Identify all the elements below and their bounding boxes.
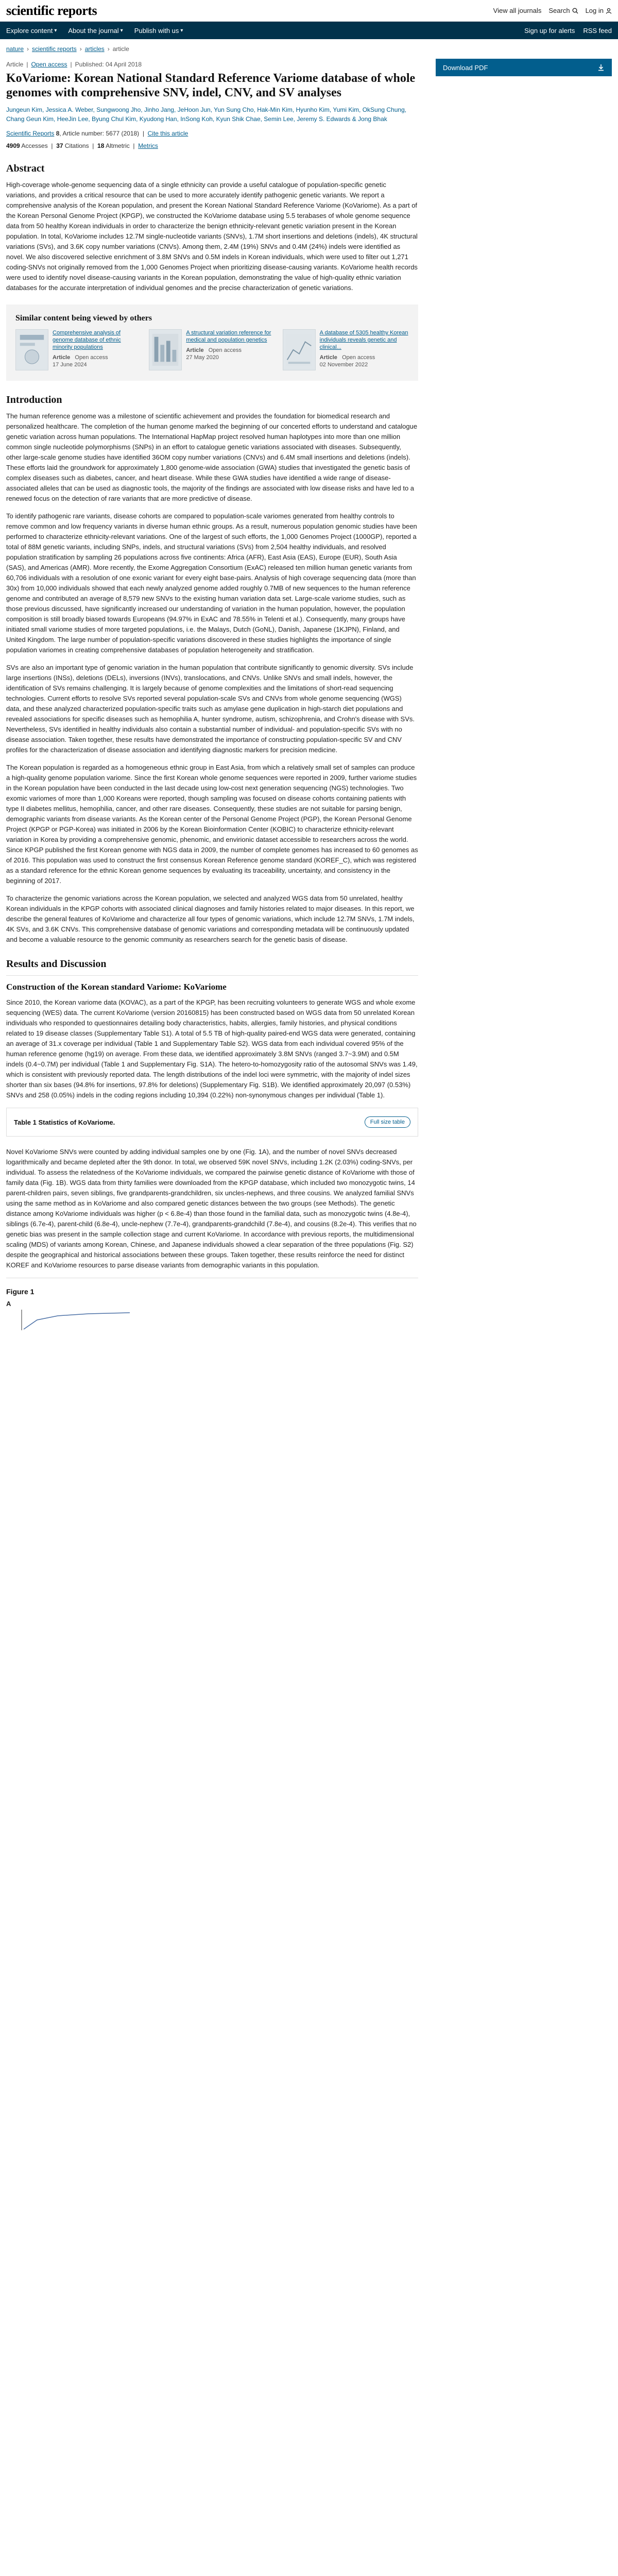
- table-1-title[interactable]: Table 1 Statistics of KoVariome.: [14, 1118, 115, 1126]
- top-bar-actions: [493, 7, 612, 14]
- card-date: 17 June 2024: [53, 362, 87, 368]
- card-title[interactable]: Comprehensive analysis of genome database of ethnic minority populations: [53, 330, 121, 350]
- card-meta: [53, 354, 142, 368]
- view-all-journals-label: View all journals: [493, 7, 542, 14]
- accesses-label: Accesses: [21, 142, 48, 149]
- card-meta: [186, 347, 275, 361]
- search-link[interactable]: [548, 7, 578, 14]
- published-date: Published: 04 April 2018: [75, 61, 142, 68]
- card-date: 02 November 2022: [319, 362, 368, 368]
- journal-citation: Scientific Reports 8, Article number: 5677 (2018) | Cite this article: [6, 130, 188, 137]
- breadcrumb-separator-icon: ›: [79, 45, 82, 53]
- similar-card[interactable]: [149, 329, 275, 370]
- similar-card[interactable]: [15, 329, 142, 370]
- figure-1-preview[interactable]: [6, 1310, 161, 1330]
- card-thumbnail: [283, 329, 316, 370]
- card-body: [186, 329, 275, 370]
- nav-publish-label: Publish with us: [134, 26, 179, 35]
- card-body: [53, 329, 142, 370]
- intro-paragraph: SVs are also an important type of genomic variation in the human population that contribute significantly to genomic diversity. SVs include large insertions (INSs), deletions (DELs), inversions (INVs), translocations, and CNVs. Unlike SNVs and small indels, however, the identification of SVs remains challenging. It is largely because of genome complexities and the limitations of short-read sequencing technologies. Current efforts to resolve SVs reported several population-scale SVs and CNVs from whole genome sequencing (WGS) data, and these analyzed characterized population-specific traits such as amylase gene duplication in high-starch diet populations and revealed associations for specific diseases such as hemophilia A, hunter syndrome, autism, schizophrenia, and Crohn's disease with SVs. Nevertheless, SVs identified in healthy individuals also contain a substantial number of individual- and population-specific SVs with no disease association. Taken together, these results have demonstrated the importance of constructing population-specific SV and CNV profiles for the characterization of disease association and identifying diagnostic markers for precision medicine.: [6, 664, 415, 754]
- results-heading: Results and Discussion: [6, 958, 107, 970]
- similar-content-heading: Similar content being viewed by others: [15, 314, 152, 323]
- open-access-badge[interactable]: Open access: [31, 61, 67, 68]
- card-type: Article: [53, 354, 71, 361]
- similar-content-panel: [6, 304, 418, 381]
- similar-cards: [15, 329, 409, 370]
- table-1-box: [6, 1108, 418, 1137]
- breadcrumb-scientific-reports[interactable]: scientific reports: [32, 45, 77, 53]
- nav-explore-content[interactable]: [6, 27, 57, 35]
- nav-about-journal[interactable]: [68, 27, 123, 35]
- card-title[interactable]: A database of 5305 healthy Korean individuals reveals genetic and clinical...: [319, 330, 408, 350]
- search-label: Search: [548, 7, 570, 14]
- nav-about-label: About the journal: [68, 26, 119, 35]
- article-main: [6, 59, 418, 1330]
- citations-count: 37: [56, 142, 63, 149]
- breadcrumb-current: article: [112, 45, 129, 53]
- journal-link[interactable]: Scientific Reports: [6, 130, 55, 137]
- download-icon: [597, 64, 605, 71]
- altmetric-label: Altmetric: [106, 142, 130, 149]
- card-open-access: Open access: [342, 354, 375, 361]
- card-type: Article: [186, 347, 204, 353]
- abstract-heading: Abstract: [6, 163, 45, 174]
- intro-paragraph: The Korean population is regarded as a homogeneous ethnic group in East Asia, from which a relatively small set of samples can produce a high-quality genome population variome. Since the first Korean whole genome sequences were reported in 2009, further variome studies in the Korean population have been conducted in the last decade using low-cost next generation sequencing (NGS) technologies. Two exomic variomes of more than 1,000 Koreans were reported, though sampling was focused on disease cohorts containing patients with type II diabetes mellitus, hemophilia, cancer, and other rare diseases. Consequently, these studies are not suitable for parsing benign, demographic variants from disease variants. As the Korean center of the Personal Genome Project (PGP), the Korean Personal Genome Project (KPGP or PGP-Korea) was initiated in 2006 by the Korean Bioinformation Center (KOBIC) to characterize ethnicity-relevant variation in Korea by providing a comprehensive genomic, phenomic, and envirionic dataset accessible to researchers across the world. Since KPGP published the first Korean genome with NGS data in 2009, the number of complete genomes has increased to 60 genomes as of 2016. This population was used to construct the first consensus Korean Reference genome standard (KOREF_C), which was registered as a standard reference for the ethnic Korean genome sequences by evaluating its traceability, uncertainty, and consistency in the beginning of 2017.: [6, 764, 418, 885]
- search-icon: [572, 8, 578, 14]
- figure-1: [6, 1287, 418, 1330]
- intro-paragraph: To characterize the genomic variations across the Korean population, we selected and analyzed WGS data from 50 unrelated, healthy Korean individuals in the KPGP cohorts with associated clinical diagnoses and family histories related to major diseases. In this report, we describe the general features of KoVariome and characterize all four types of genomic variations, which include 12.7M SNVs, 1.7M indels, 4K SVs, and 3.6K CNVs. This comprehensive database of genomic variations and corresponding metadata will be continuously updated and become a valuable resource to the genomic community as researchers search for the genetic basis of disease.: [6, 894, 415, 943]
- full-size-table-button[interactable]: Full size table: [365, 1116, 410, 1128]
- figure-1-panel-label: A: [6, 1300, 11, 1308]
- article-number: , Article number: 5677 (2018): [59, 130, 140, 137]
- download-pdf-label: Download PDF: [443, 63, 488, 72]
- sidebar: [436, 59, 612, 1330]
- breadcrumb-articles[interactable]: articles: [84, 45, 105, 53]
- breadcrumb-separator-icon: ›: [107, 45, 110, 53]
- citations-label: Citations: [64, 142, 89, 149]
- article-meta: Article | Open access | Published: 04 April 2018: [6, 61, 142, 68]
- card-thumbnail: [149, 329, 182, 370]
- breadcrumb-separator-icon: ›: [27, 45, 29, 53]
- card-thumbnail: [15, 329, 48, 370]
- intro-paragraph: To identify pathogenic rare variants, disease cohorts are compared to population-scale variomes generated from healthy controls to remove common and low frequency variants in diverse human ethnic groups. As a result, numerous population genomic studies have been performed to characterize ethnicity-relevant variations. One of the largest of such efforts, the 1,000 Genomes Project (1000GP), reported a total of 88M genetic variants, including SNPs, indels, and structural variations (SVs) from 2,504 healthy individuals, and resolved population stratification by sampling 26 populations across five continents: Africa (AFR), East Asia (EAS), Europe (EUR), South Asia (SAS), and Americas (AMR). More recently, the Exome Aggregation Consortium (ExAC) released ten million human genetic variants from 60,706 individuals with a resolution of one exonic variant for every eight base-pairs. Analysis of high coverage sequencing data (more than 30x) from 10,000 individuals showed that each newly analyzed genome added roughly 0.7MB of new sequences to the human reference genome and contributed an average of 8,579 new SNVs to the existing human variation data set. Large-scale variome studies, such as those previous discussed, have significantly increased our understanding of variation in the human population, however, the population composition is still broadly biased towards Europeans (94.97% in ExAC and 78.55% in Telenti et al.). Consequently, many groups have initiated small variome studies of more targeted populations, i.e. the Malays, Dutch (GoNL), Danish, Japanese (1KJPN), Finland, and United Kingdom. The large number of population-specific variations discovered in these studies highlights the importance of single population variomes in creating comprehensive databases of population heterogeneity and stratification.: [6, 512, 417, 654]
- card-date: 27 May 2020: [186, 354, 219, 361]
- volume: 8: [56, 130, 60, 137]
- card-type: Article: [319, 354, 337, 361]
- results-subheading: Construction of the Korean standard Variome: KoVariome: [6, 982, 227, 992]
- user-icon: [606, 8, 612, 14]
- results-paragraph: Since 2010, the Korean variome data (KOVAC), as a part of the KPGP, has been recruiting volunteers to generate WGS and whole exome sequencing (WES) data. The current KoVariome (version 20160815) has been constructed based on WGS data from 50 unrelated Korean individuals who responded to questionnaires detailing body characteristics, habits, allergies, family histories, and physical conditions related to 19 disease classes (Supplementary Table S1). A total of 5.5 TB of high-quality paired-end WGS data were generated, containing an average of 31.x coverage per individual (Table 1 and Supplementary Table S2). WGS data from each individual covered 95% of the human reference genome (hg19) on average. From these data, we identified approximately 3.8M SNVs (ranged 3.7~3.9M) and 0.5M indels (0.4~0.7M) per individual (Table 1 and Supplementary Fig. S1A). The hetero-to-homozygosity ratio of the autosomal SNVs was 1.49, which is consistent with previously reported data. The length distributions of the indel loci were symmetric, with the majority of indel sizes shorter than six bases (94.8% for insertions, 97.8% for deletions) (Supplementary Fig. S1B). We identified approximately 20,097 (0.53%) SNVs and 258 (0.05%) indels in the coding regions including 10,394 (0.22%) non-synonymous changes per individual (Table 1).: [6, 998, 418, 1099]
- abstract-text: High-coverage whole-genome sequencing data of a single ethnicity can provide a useful catalogue of population-specific genetic variations, and provides a critical resource that can be used to more accurately identify pathogenic genetic variants. We report a comprehensive analysis of the Korean population, and present the Korean National Standard Reference Variome (KoVariome). As a part of the Korean Personal Genome Project (KPGP), we constructed the KoVariome database using 5.5 terabases of whole genome sequence data from 50 healthy Korean individuals in order to characterize the benign ethnicity-relevant genetic variation present in the Korean population. In total, KoVariome includes 12.7M single-nucleotide variants (SNVs), 1.7M short insertions and deletions (indels), 4K structural variations (SVs), and 3.6K copy number variations (CNVs). Among them, 2.4M (19%) SNVs and 0.4M (24%) indels were identified as novel. We also discovered selective enrichment of 3.8M SNVs and 0.5M indels in Korean individuals, which were used to filter out 1,271 coding-SNVs not originally removed from the 1,000 Genomes Project when prioritizing disease-causing variants. KoVariome health records were used to identify novel disease-causing variants in the Korean population, demonstrating the value of high-quality ethnic variation databases for the accurate interpretation of individual genomes and the precise characterization of genetic variations.: [6, 181, 418, 292]
- main-nav: [0, 22, 618, 39]
- nav-right: [524, 27, 612, 35]
- card-open-access: Open access: [208, 347, 242, 353]
- article-type: Article: [6, 61, 24, 68]
- article-title: KoVariome: Korean National Standard Reference Variome database of whole genomes with comprehensive SNV, indel, CNV, and SV analyses: [6, 72, 416, 99]
- altmetric-count: 18: [97, 142, 105, 149]
- page-layout: [0, 59, 618, 1330]
- view-all-journals-link[interactable]: [493, 7, 542, 14]
- rss-feed-link[interactable]: RSS feed: [583, 26, 612, 35]
- nav-publish[interactable]: [134, 27, 183, 35]
- breadcrumb: [0, 39, 618, 59]
- download-pdf-button[interactable]: [436, 59, 612, 76]
- chevron-down-icon: ▾: [54, 27, 57, 33]
- section-divider: [6, 975, 418, 976]
- top-bar: [0, 0, 618, 22]
- card-title[interactable]: A structural variation reference for medical and population genetics: [186, 330, 271, 343]
- cite-this-article-link[interactable]: Cite this article: [147, 130, 188, 137]
- card-body: [320, 329, 409, 370]
- log-in-link[interactable]: [586, 7, 612, 14]
- article-metrics: 4909 Accesses | 37 Citations | 18 Altmetric | Metrics: [6, 142, 158, 149]
- metrics-link[interactable]: Metrics: [138, 142, 158, 149]
- similar-card[interactable]: [283, 329, 409, 370]
- journal-logo[interactable]: scientific reports: [6, 3, 97, 18]
- chevron-down-icon: ▾: [180, 27, 183, 33]
- breadcrumb-nature[interactable]: nature: [6, 45, 24, 53]
- results-paragraph: Novel KoVariome SNVs were counted by adding individual samples one by one (Fig. 1A), and the number of novel SNVs decreased logarithmically and became depleted after the 9th donor. In total, we observed 59K novel SNVs, including 1.2K (2.03%) coding-SNVs, per individual. To assess the relatedness of the KoVariome individuals, we compared the pairwise genetic distance of KoVariome with those of family data (Fig. 1B). WGS data from thirty families were downloaded from the KPGP database, which included two monozygotic twins, 14 parent-children pairs, seven siblings, five grandparents-grandchildren, six uncles-nephews, and three cousins. We analyzed familial SNVs using the same method as in KoVariome and also compared genetic distances between the two groups (see Methods). The genetic distance among KoVariome individuals was higher (p < 6.8e-4) than those found in the familial data, such as monozygotic twins (4.8e-4), siblings (6.7e-4), parent-child (6.8e-4), uncle-nephew (7.7e-4), grandparents-grandchild (7.8e-4), and cousins (8.2e-4). This verifies that no genetic bias was present in the sample collection stage and current KoVariome. In accordance with previous reports, the multidimensional scaling (MDS) of variants among Korean, Chinese, and Japanese individuals showed a clear separation of the three populations (Fig. S2) despite the geographical and historical associations between these groups. Taken together, these results reinforce the need for distinct KOREF and KoVariome resources to parse disease variants from demographic variants in this population.: [6, 1148, 417, 1269]
- sign-up-alerts-link[interactable]: Sign up for alerts: [524, 26, 575, 35]
- introduction-heading: Introduction: [6, 394, 62, 405]
- author-list[interactable]: Jungeun Kim, Jessica A. Weber, Sungwoong Jho, Jinho Jang, JeHoon Jun, Yun Sung Cho, Hak-Min Kim, Hyunho Kim, Yumi Kim, OkSung Chung, Chang Geun Kim, HeeJin Lee, Byung Chul Kim, Kyudong Han, InSong Koh, Kyun Shik Chae, Semin Lee, Jeremy S. Edwards & Jong Bhak: [6, 106, 407, 123]
- chevron-down-icon: ▾: [120, 27, 123, 33]
- figure-1-label[interactable]: Figure 1: [6, 1287, 35, 1296]
- intro-paragraph: The human reference genome was a milestone of scientific achievement and provides the foundation for biomedical research and personalized healthcare. The completion of the human genome marked the beginning of our concerted efforts to understand and catalogue genetic variation across human populations. The International HapMap project resolved human haplotypes into more than one million common single nucleotide polymorphisms (SNPs) in an effort to catalogue genetic variations associated with diseases. Subsequently, other large-scale genome studies have identified 36OM copy number variations (CNVs) and 6.4M small insertions and deletions (indels). These efforts laid the groundwork for approximately 1,800 genome-wide association (GWA) studies that investigated the genetic basis of complex diseases such as diabetes, cancer, and heart disease. While these GWA studies have identified a wide range of disease-associated alleles that can be used as diagnostic tools, the majority of the findings are associated with low disease risks and have led to a renewed focus on the detection of rare variants that are more predictive of disease.: [6, 412, 418, 502]
- card-open-access: Open access: [75, 354, 108, 361]
- log-in-label: Log in: [585, 7, 604, 14]
- nav-explore-label: Explore content: [6, 26, 53, 35]
- accesses-count: 4909: [6, 142, 20, 149]
- card-meta: [320, 354, 409, 368]
